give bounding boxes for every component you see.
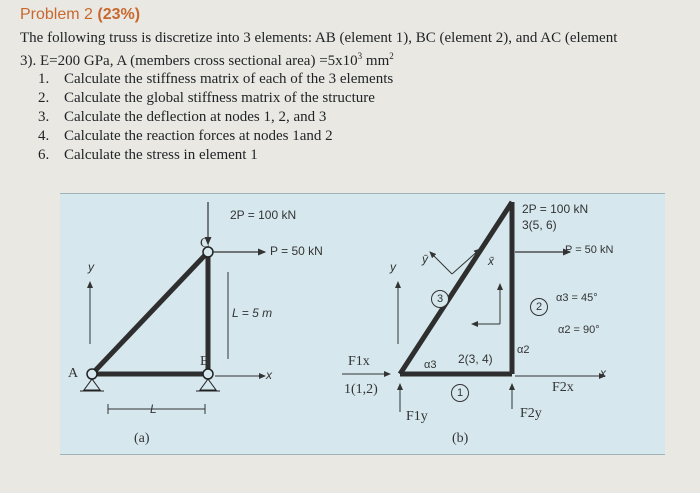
task-text: Calculate the stress in element 1 <box>64 147 258 163</box>
f1y-label: F1y <box>406 409 428 424</box>
ybar-axis <box>430 252 452 274</box>
statement-line-2 <box>20 47 690 70</box>
task-number: 6. <box>38 147 50 163</box>
node-a-label: A <box>68 366 79 381</box>
task-item <box>38 89 393 108</box>
xbar-label: x̄ <box>488 254 494 268</box>
span-label: L <box>150 402 157 416</box>
caption-a: (a) <box>134 431 150 446</box>
element-3-marker: 3 <box>431 290 449 308</box>
load-2p-label: 2P = 100 kN <box>230 208 297 222</box>
task-text: Calculate the reaction forces at nodes 1and 2 <box>64 128 333 144</box>
task-number: 4. <box>38 128 50 144</box>
node-c-label: C <box>200 236 210 251</box>
task-number: 3. <box>38 109 50 125</box>
pin-a <box>87 369 97 379</box>
task-text: Calculate the deflection at nodes 1, 2, and 3 <box>64 109 327 125</box>
task-text: Calculate the stiffness matrix of each of the 3 elements <box>64 71 394 87</box>
y-axis-label-b: y <box>390 260 396 274</box>
task-text: Calculate the global stiffness matrix of the structure <box>64 90 375 106</box>
alpha3-label: α3 = 45° <box>556 292 598 304</box>
unit-mm: mm <box>362 53 390 69</box>
node-1-label: 1(1,2) <box>344 382 378 397</box>
x-axis-label: x <box>266 368 272 382</box>
task-list <box>38 70 393 165</box>
load-2p-label-b: 2P = 100 kN <box>522 202 589 216</box>
f2y-label: F2y <box>520 406 542 421</box>
problem-title-text: Problem 2 <box>20 6 93 23</box>
statement-line-2-text: 3). E=200 GPa, A (members cross sectional area) =5x10 <box>20 53 358 69</box>
support-b-icon <box>200 379 216 390</box>
x-axis-label-b: x <box>600 366 606 380</box>
f2x-label: F2x <box>552 380 574 395</box>
support-a-icon <box>84 379 100 390</box>
node-3-label: 3(5, 6) <box>522 218 557 232</box>
element-1-marker: 1 <box>451 384 469 402</box>
statement-line-1: The following truss is discretize into 3 elements: AB (element 1), BC (element 2), and AC (element <box>20 30 618 46</box>
alpha2-label: α2 = 90° <box>558 324 600 336</box>
node-2-label: 2(3, 4) <box>458 352 493 366</box>
y-axis-label: y <box>88 260 94 274</box>
problem-percent: (23%) <box>97 6 141 23</box>
task-item <box>38 70 393 89</box>
pin-b <box>203 369 213 379</box>
caption-b: (b) <box>452 431 469 446</box>
exponent-2: 2 <box>389 51 394 61</box>
task-number: 1. <box>38 71 50 87</box>
load-p-label-b: P = 50 kN <box>565 244 614 256</box>
task-item <box>38 146 393 165</box>
exponent-3: 3 <box>357 51 363 61</box>
problem-statement <box>20 29 690 70</box>
load-p-label: P = 50 kN <box>270 244 323 258</box>
node-b-label: B <box>200 354 210 369</box>
f1x-label: F1x <box>348 354 370 369</box>
ybar-label: ȳ <box>422 252 428 266</box>
length-label: L = 5 m <box>232 306 273 320</box>
task-item <box>38 108 393 127</box>
task-number: 2. <box>38 90 50 106</box>
truss-figure <box>60 193 665 455</box>
alpha3-angle: α3 <box>424 359 437 371</box>
element-2-marker: 2 <box>530 298 548 316</box>
member-ac <box>92 252 208 374</box>
task-item <box>38 127 393 146</box>
element-3 <box>400 202 512 374</box>
problem-title <box>20 6 140 24</box>
alpha2-angle: α2 <box>517 344 530 356</box>
